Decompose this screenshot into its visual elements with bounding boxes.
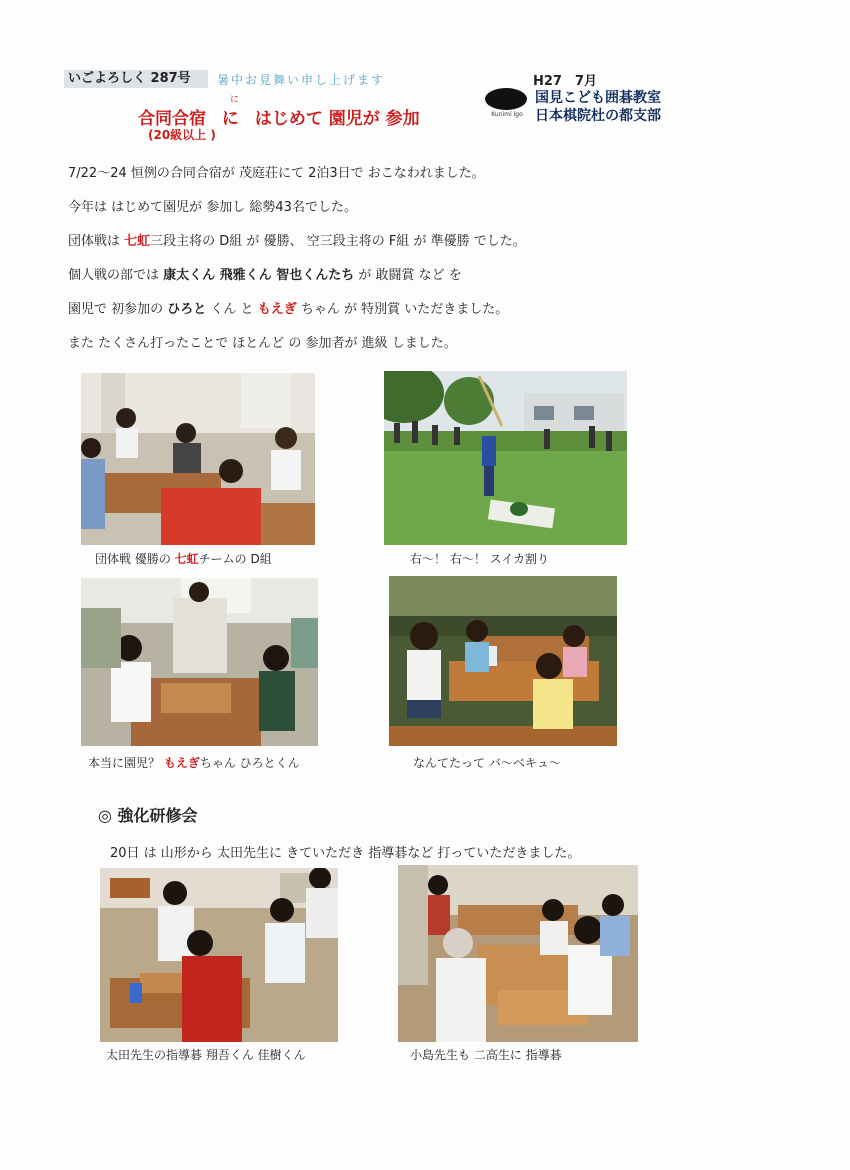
org-line-1: 国見こども囲碁教室 xyxy=(535,90,661,106)
caption-team-match xyxy=(95,550,272,567)
p4-names: 康太くん 飛雅くん 智也くんたち xyxy=(163,268,355,283)
paragraph-3 xyxy=(68,230,526,249)
photo-ota-image xyxy=(100,868,338,1042)
photo-kindergartener-image xyxy=(81,578,318,746)
p5-mid: くん と xyxy=(206,302,258,317)
caption-kojima-teaching: 小島先生も 二高生に 指導碁 xyxy=(410,1048,562,1062)
caption-1-start: 団体戦 優勝の xyxy=(95,552,175,566)
logo-text: Kunimi Igo xyxy=(491,111,523,118)
issue-number: いごよろしく 287号 xyxy=(64,70,208,88)
photo-ota-teaching xyxy=(100,868,338,1042)
photo-barbecue-image xyxy=(389,576,617,746)
p4-end: が 敢闘賞 など を xyxy=(354,268,462,283)
photo-kojima-teaching xyxy=(398,865,638,1042)
photo-watermelon-image xyxy=(384,371,627,545)
paragraph-4 xyxy=(68,264,462,283)
caption-3-highlight: もえぎ xyxy=(163,756,200,770)
photo-team-match xyxy=(81,373,315,545)
p5-end: ちゃん が 特別賞 いただきました。 xyxy=(296,302,509,317)
title-ruby: に xyxy=(230,95,240,105)
summer-greeting: 暑中お見舞い申し上げます xyxy=(217,73,386,87)
go-stone-logo-icon xyxy=(485,88,527,110)
p3-start: 団体戦は xyxy=(68,234,125,249)
caption-3-end: ちゃん ひろとくん xyxy=(199,756,300,770)
photo-kojima-image xyxy=(398,865,638,1042)
paragraph-5 xyxy=(68,298,508,317)
caption-1-end: チームの D組 xyxy=(198,552,272,566)
caption-watermelon: 右～！ 右～！ スイカ割り xyxy=(410,552,550,566)
p3-end: 三段主将の D組 が 優勝、 空三段主将の F組 が 準優勝 でした。 xyxy=(150,234,526,249)
paragraph-6: また たくさん打ったことで ほとんど の 参加者が 進級 しました。 xyxy=(68,336,457,351)
p5-name-2: もえぎ xyxy=(257,302,297,317)
org-line-2: 日本棋院杜の都支部 xyxy=(535,108,661,124)
p4-start: 個人戦の部では xyxy=(68,268,164,283)
photo-watermelon-split xyxy=(384,371,627,545)
caption-1-highlight: 七虹 xyxy=(174,552,199,566)
photo-barbecue xyxy=(389,576,617,746)
caption-3-start: 本当に園児？ xyxy=(88,756,164,770)
title-subtitle: (20級以上 ) xyxy=(148,128,216,142)
paragraph-1: 7/22～24 恒例の合同合宿が 茂庭荘にて 2泊3日で おこなわれました。 xyxy=(68,166,485,181)
photo-team-match-image xyxy=(81,373,315,545)
p5-name-1: ひろと xyxy=(167,302,207,317)
issue-date: H27 7月 xyxy=(533,74,598,89)
p5-start: 園児で 初参加の xyxy=(68,302,168,317)
section-heading: ◎ 強化研修会 xyxy=(98,806,198,825)
caption-barbecue: なんてたって バ～ベキュ～ xyxy=(413,756,561,770)
title-part-1: 合同合宿 xyxy=(138,109,206,129)
title-part-2: はじめて 園児が 参加 xyxy=(254,109,420,129)
caption-kindergartener xyxy=(88,754,300,771)
p3-highlight: 七虹 xyxy=(124,234,151,249)
section-text: 20日 は 山形から 太田先生に きていただき 指導碁など 打っていただきました。 xyxy=(110,846,581,861)
paragraph-2: 今年は はじめて園児が 参加し 総勢43名でした。 xyxy=(68,200,357,215)
caption-ota-teaching: 太田先生の指導碁 翔吾くん 佳樹くん xyxy=(106,1048,306,1062)
title-ni: に xyxy=(221,109,239,129)
photo-kindergartener-game xyxy=(81,578,318,746)
organization-name xyxy=(535,89,661,125)
